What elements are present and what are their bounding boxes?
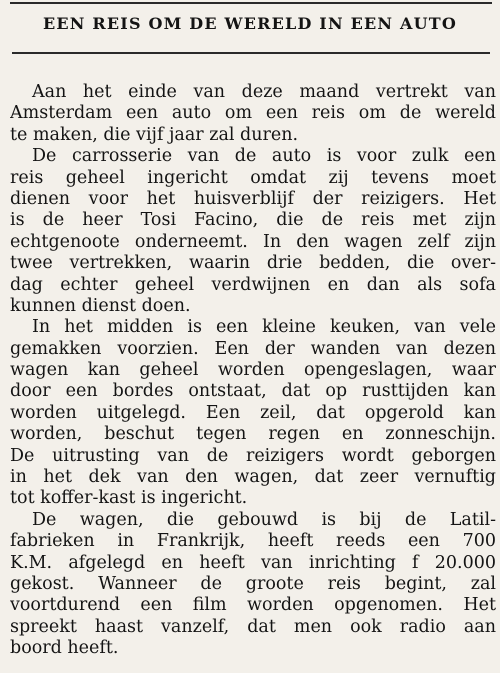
text-line: spreekt haast vanzelf, dat men ook radio aan <box>10 616 496 637</box>
text-line: worden, beschut tegen regen en zonneschijn. <box>10 424 496 445</box>
text-line: Aan het einde van deze maand vertrekt van <box>32 82 496 102</box>
text-line: twee vertrekken, waarin drie bedden, die over- <box>10 253 496 274</box>
text-line: kunnen dienst doen. <box>10 295 191 316</box>
text-line: wagen kan geheel worden opengeslagen, waar <box>10 360 496 381</box>
text-line: gemakken voorzien. Een der wanden van dezen <box>10 338 496 359</box>
text-line: gekost. Wanneer de groote reis begint, zal <box>10 573 496 594</box>
text-line: echtgenoote onderneemt. In den wagen zelf zijn <box>10 231 496 252</box>
text-line: tot koffer-kast is ingericht. <box>10 488 248 509</box>
text-line: voortdurend een film worden opgenomen. Het <box>10 595 496 616</box>
text-line: worden uitgelegd. Een zeil, dat opgerold kan <box>10 402 496 423</box>
text-line: De wagen, die gebouwd is bij de Latil- <box>32 509 496 530</box>
text-line: K.M. afgelegd en heeft van inrichting f 20.000 <box>10 552 496 573</box>
text-line: Amsterdam een auto om een reis om de wereld <box>10 103 496 124</box>
top-rule <box>10 2 492 4</box>
text-line: De carrosserie van de auto is voor zulk een <box>32 146 496 167</box>
text-line: reis geheel ingericht omdat zij tevens moet <box>10 167 496 188</box>
text-line: dag echter geheel verdwijnen en dan als sofa <box>10 274 496 295</box>
title-rule <box>12 52 490 54</box>
text-line: In het midden is een kleine keuken, van vele <box>32 317 496 338</box>
text-line: is de heer Tosi Facino, die de reis met zijn <box>10 210 496 231</box>
text-line: in het dek van den wagen, dat zeer vernuftig <box>10 467 496 488</box>
text-line: De uitrusting van de reizigers wordt geborgen <box>10 445 496 466</box>
text-line: boord heeft. <box>10 638 119 659</box>
article-title: EEN REIS OM DE WERELD IN EEN AUTO <box>43 14 457 33</box>
text-line: fabrieken in Frankrijk, heeft reeds een 700 <box>10 531 496 552</box>
text-line: dienen voor het huisverblijf der reizigers. Het <box>10 188 496 209</box>
text-line: door een bordes ontstaat, dat op rusttijden kan <box>10 381 496 402</box>
article-body <box>10 82 496 660</box>
text-line: te maken, die vijf jaar zal duren. <box>10 124 299 145</box>
